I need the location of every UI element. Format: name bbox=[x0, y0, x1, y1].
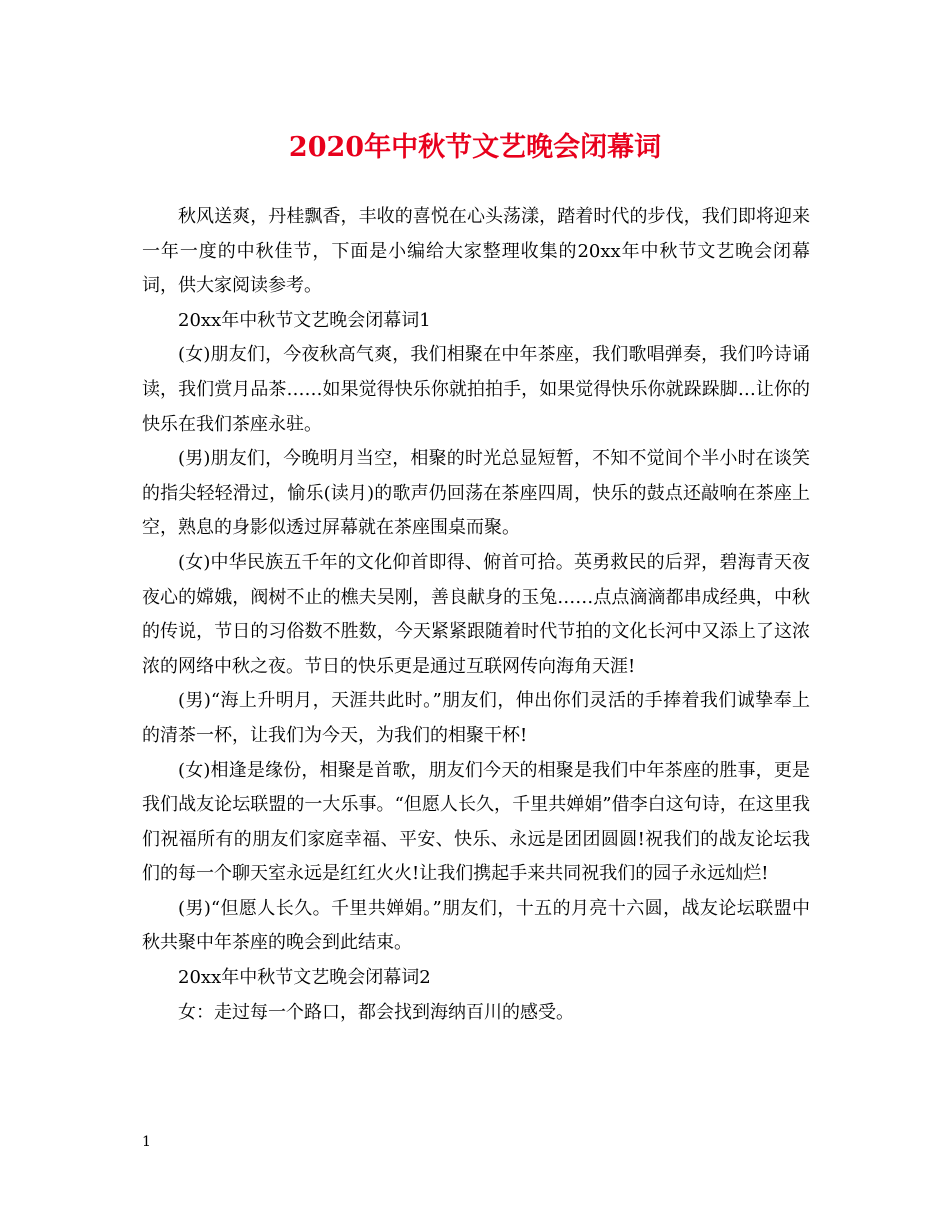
document-body bbox=[142, 200, 810, 1030]
paragraph-intro: 秋风送爽，丹桂飘香，丰收的喜悦在心头荡漾，踏着时代的步伐，我们即将迎来一年一度的中秋佳节，下面是小编给大家整理收集的20xx年中秋节文艺晚会闭幕词，供大家阅读参考。 bbox=[142, 206, 810, 297]
paragraph: (女)朋友们，今夜秋高气爽，我们相聚在中年茶座，我们歌唱弹奏，我们吟诗诵读，我们赏月品茶……如果觉得快乐你就拍拍手，如果觉得快乐你就跺跺脚…让你的快乐在我们茶座永驻。 bbox=[142, 344, 810, 435]
paragraph: (男)“但愿人长久。千里共婵娟。”朋友们，十五的月亮十六圆，战友论坛联盟中秋共聚中年茶座的晚会到此结束。 bbox=[142, 897, 810, 954]
paragraph: (女)相逢是缘份，相聚是首歌，朋友们今天的相聚是我们中年茶座的胜事，更是我们战友论坛联盟的一大乐事。“但愿人长久，千里共婵娟”借李白这句诗，在这里我们祝福所有的朋友们家庭幸福、平安、快乐、永远是团团圆圆!祝我们的战友论坛我们的每一个聊天室永远是红红火火!让我们携起手来共同祝我们的园子永远灿烂! bbox=[142, 759, 810, 885]
document-title: 2020年中秋节文艺晚会闭幕词 bbox=[288, 132, 662, 163]
paragraph: 女：走过每一个路口，都会找到海纳百川的感受。 bbox=[178, 1001, 574, 1023]
section-heading-2: 20xx年中秋节文艺晚会闭幕词2 bbox=[178, 967, 431, 989]
paragraph: (男)朋友们，今晚明月当空，相聚的时光总显短暂，不知不觉间个半小时在谈笑的指尖轻轻滑过，愉乐(读月)的歌声仍回荡在茶座四周，快乐的鼓点还敲响在茶座上空，熟息的身影似透过屏幕就在茶座围桌而聚。 bbox=[142, 448, 810, 539]
paragraph: (女)中华民族五千年的文化仰首即得、俯首可拾。英勇救民的后羿，碧海青天夜夜心的嫦娥，阀树不止的樵夫吴刚，善良献身的玉兔……点点滴滴都串成经典，中秋的传说，节日的习俗数不胜数，今天紧紧跟随着时代节拍的文化长河中又添上了这浓浓的网络中秋之夜。节日的快乐更是通过互联网传向海角天涯! bbox=[142, 551, 810, 677]
section-heading-1: 20xx年中秋节文艺晚会闭幕词1 bbox=[178, 309, 431, 331]
paragraph: (男)“海上升明月，天涯共此时。”朋友们，伸出你们灵活的手捧着我们诚挚奉上的清茶一杯，让我们为今天，为我们的相聚干杯! bbox=[142, 690, 810, 746]
page-number: 1 bbox=[142, 1134, 151, 1150]
